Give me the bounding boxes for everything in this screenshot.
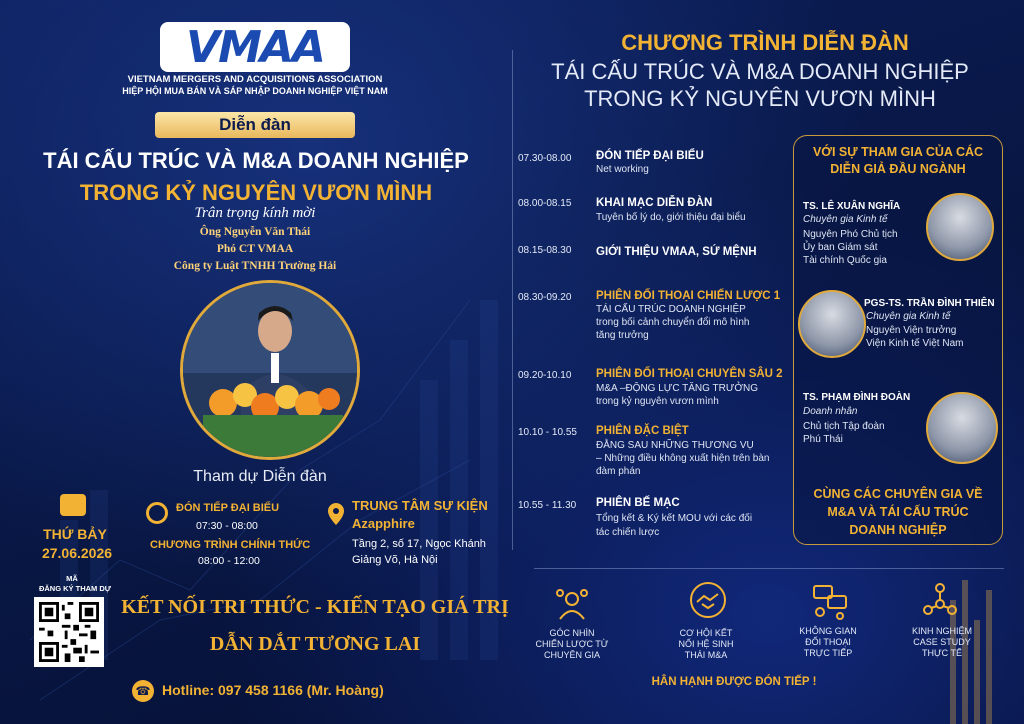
agenda-desc: trong kỷ nguyên vươn mình <box>596 396 719 407</box>
feature-line: CASE STUDY <box>913 637 971 647</box>
agenda-title: PHIÊN ĐỐI THOẠI CHUYÊN SÂU 2 <box>596 368 783 380</box>
feature-label-3 <box>778 626 878 659</box>
program-header-line3: TRONG KỶ NGUYÊN VƯƠN MÌNH <box>584 86 936 111</box>
feature-label-4 <box>892 626 992 659</box>
speaker-name: TS. LÊ XUÂN NGHĨA <box>803 201 901 212</box>
network-icon <box>920 580 960 620</box>
forum-title-line2: TRONG KỶ NGUYÊN VƯƠN MÌNH <box>79 180 433 205</box>
agenda-time: 09.20-10.10 <box>518 370 572 381</box>
logo-text: VMAA <box>186 21 324 73</box>
agenda-desc: Tổng kết & Ký kết MOU với các đối <box>596 513 753 524</box>
agenda-time: 10.10 - 10.55 <box>518 427 577 438</box>
agenda-title: KHAI MẠC DIỄN ĐÀN <box>596 197 713 209</box>
speaker-name: PGS-TS. TRẦN ĐÌNH THIÊN <box>864 298 995 309</box>
expert-view-icon <box>552 585 592 625</box>
forum-title-line1: TÁI CẤU TRÚC VÀ M&A DOANH NGHIỆP <box>43 148 469 173</box>
association-name-vn: HIỆP HỘI MUA BÁN VÀ SÁP NHẬP DOANH NGHIỆP VIỆT NAM <box>122 86 388 96</box>
qr-label-register: ĐĂNG KÝ THAM DỰ <box>38 584 112 593</box>
agenda-title: PHIÊN ĐẶC BIỆT <box>596 425 689 437</box>
speaker-desc: Phú Thái <box>803 434 843 445</box>
speaker-photo <box>798 290 866 358</box>
qr-pattern <box>39 602 99 662</box>
calendar-icon <box>60 494 86 516</box>
invitation-text: Trân trọng kính mời <box>194 205 316 221</box>
agenda-title: GIỚI THIỆU VMAA, SỨ MỆNH <box>596 246 757 258</box>
agenda-time: 08.00-08.15 <box>518 198 572 209</box>
feature-line: NỐI HỆ SINH <box>678 639 734 649</box>
guest-title: Phó CT VMAA <box>216 243 294 255</box>
venue-label: TRUNG TÂM SỰ KIỆN <box>352 498 488 513</box>
qr-label-code: MÃ <box>66 574 78 583</box>
agenda-desc: TÁI CẤU TRÚC DOANH NGHIỆP <box>596 304 746 315</box>
feature-label-2 <box>656 628 756 661</box>
agenda-time: 10.55 - 11.30 <box>518 500 577 511</box>
hotline-text[interactable]: Hotline: 097 458 1166 (Mr. Hoàng) <box>162 682 384 698</box>
attend-caption: Tham dự Diễn đàn <box>193 468 327 485</box>
agenda-title: PHIÊN ĐỐI THOẠI CHIẾN LƯỢC 1 <box>596 290 781 302</box>
event-weekday: THỨ BẢY <box>43 526 107 542</box>
program-time: 08:00 - 12:00 <box>198 555 260 567</box>
guest-photo-illustration <box>183 283 360 460</box>
registration-qr-code[interactable] <box>34 597 104 667</box>
speaker-desc: Chủ tịch Tập đoàn <box>803 421 885 432</box>
feature-line: GÓC NHÌN <box>549 628 595 638</box>
guest-photo <box>180 280 360 460</box>
event-date: 27.06.2026 <box>41 545 113 561</box>
speaker-desc: Viện Kinh tế Việt Nam <box>866 338 964 349</box>
speakers-panel-header2: DIỄN GIẢ ĐẦU NGÀNH <box>830 162 966 176</box>
clock-icon <box>146 502 168 524</box>
program-header-line2: TÁI CẤU TRÚC VÀ M&A DOANH NGHIỆP <box>551 59 969 84</box>
dialogue-icon <box>810 582 850 622</box>
feature-line: KHÔNG GIAN <box>799 626 857 636</box>
feature-line: CƠ HỘI KẾT <box>679 628 733 638</box>
handshake-icon <box>688 580 728 620</box>
venue-address-line2: Giảng Võ, Hà Nội <box>352 554 438 566</box>
slogan-line1: KẾT NỐI TRI THỨC - KIẾN TẠO GIÁ TRỊ <box>121 596 509 618</box>
forum-badge: Diễn đàn <box>155 112 355 138</box>
agenda-desc: trong bối cảnh chuyển đổi mô hình <box>596 317 750 328</box>
column-divider <box>512 50 513 550</box>
speaker-desc: Nguyên Phó Chủ tịch <box>803 229 898 240</box>
speaker-photo <box>926 392 998 464</box>
speakers-panel-header1: VỚI SỰ THAM GIA CỦA CÁC <box>812 145 984 159</box>
venue-name: Azapphire <box>352 516 415 531</box>
feature-label-1 <box>522 628 622 661</box>
agenda-time: 08.15-08.30 <box>518 245 572 256</box>
feature-line: CHUYÊN GIA <box>543 650 600 660</box>
program-header-line1: CHƯƠNG TRÌNH DIỄN ĐÀN <box>621 30 909 55</box>
agenda-desc: Net working <box>596 164 649 175</box>
bottom-welcome-text: HÂN HẠNH ĐƯỢC ĐÓN TIẾP ! <box>651 676 817 688</box>
welcome-label: ĐÓN TIẾP ĐẠI BIỂU <box>176 502 280 514</box>
speaker-desc: Nguyên Viện trưởng <box>866 325 957 336</box>
speaker-desc: Tài chính Quốc gia <box>803 255 887 266</box>
agenda-desc: tăng trưởng <box>596 330 649 341</box>
vmaa-logo <box>160 22 350 72</box>
speakers-panel-footer3: DOANH NGHIỆP <box>849 523 947 537</box>
feature-line: TRỰC TIẾP <box>803 648 853 658</box>
agenda-desc: tác chiến lược <box>596 527 660 538</box>
phone-icon: ☎ <box>132 680 154 702</box>
agenda-desc: Tuyên bố lý do, giới thiệu đại biểu <box>596 212 746 223</box>
speakers-panel-footer1: CÙNG CÁC CHUYÊN GIA VỀ <box>813 487 983 501</box>
feature-line: ĐỐI THOẠI <box>805 637 851 647</box>
speaker-photo <box>926 193 994 261</box>
speaker-desc: Ủy ban Giám sát <box>803 242 878 253</box>
association-name-en: VIETNAM MERGERS AND ACQUISITIONS ASSOCIATION <box>127 74 383 85</box>
program-label: CHƯƠNG TRÌNH CHÍNH THỨC <box>150 539 311 551</box>
welcome-time: 07:30 - 08:00 <box>196 520 258 532</box>
agenda-desc: đàm phán <box>596 466 641 477</box>
guest-organization: Công ty Luật TNHH Trường Hải <box>173 260 337 272</box>
speaker-role: Chuyên gia Kinh tế <box>803 214 888 225</box>
slogan-line2: DẪN DẮT TƯƠNG LAI <box>209 633 421 655</box>
feature-line: THÁI M&A <box>684 650 728 660</box>
location-pin-icon <box>328 503 344 525</box>
speaker-role: Doanh nhân <box>803 406 858 417</box>
feature-line: KINH NGHIỆM <box>911 626 972 636</box>
guest-name: Ông Nguyễn Văn Thái <box>199 226 311 238</box>
feature-line: THỰC TẾ <box>921 648 963 658</box>
agenda-desc: M&A –ĐỘNG LỰC TĂNG TRƯỞNG <box>596 383 758 394</box>
agenda-desc: – Những điều không xuất hiện trên bàn <box>596 453 770 464</box>
agenda-time: 08.30-09.20 <box>518 292 572 303</box>
feature-line: CHIẾN LƯỢC TỪ <box>535 639 609 649</box>
speakers-panel-footer2: M&A VÀ TÁI CẤU TRÚC <box>827 505 969 519</box>
agenda-title: ĐÓN TIẾP ĐẠI BIỂU <box>596 150 704 162</box>
agenda-time: 07.30-08.00 <box>518 153 572 164</box>
features-divider <box>534 568 1004 569</box>
agenda-desc: ĐẰNG SAU NHỮNG THƯƠNG VỤ <box>596 440 754 451</box>
agenda-title: PHIÊN BẾ MẠC <box>596 497 680 509</box>
venue-address-line1: Tầng 2, số 17, Ngọc Khánh <box>352 538 486 550</box>
speaker-name: TS. PHẠM ĐÌNH ĐOÀN <box>803 392 911 403</box>
speaker-role: Chuyên gia Kinh tế <box>866 311 951 322</box>
